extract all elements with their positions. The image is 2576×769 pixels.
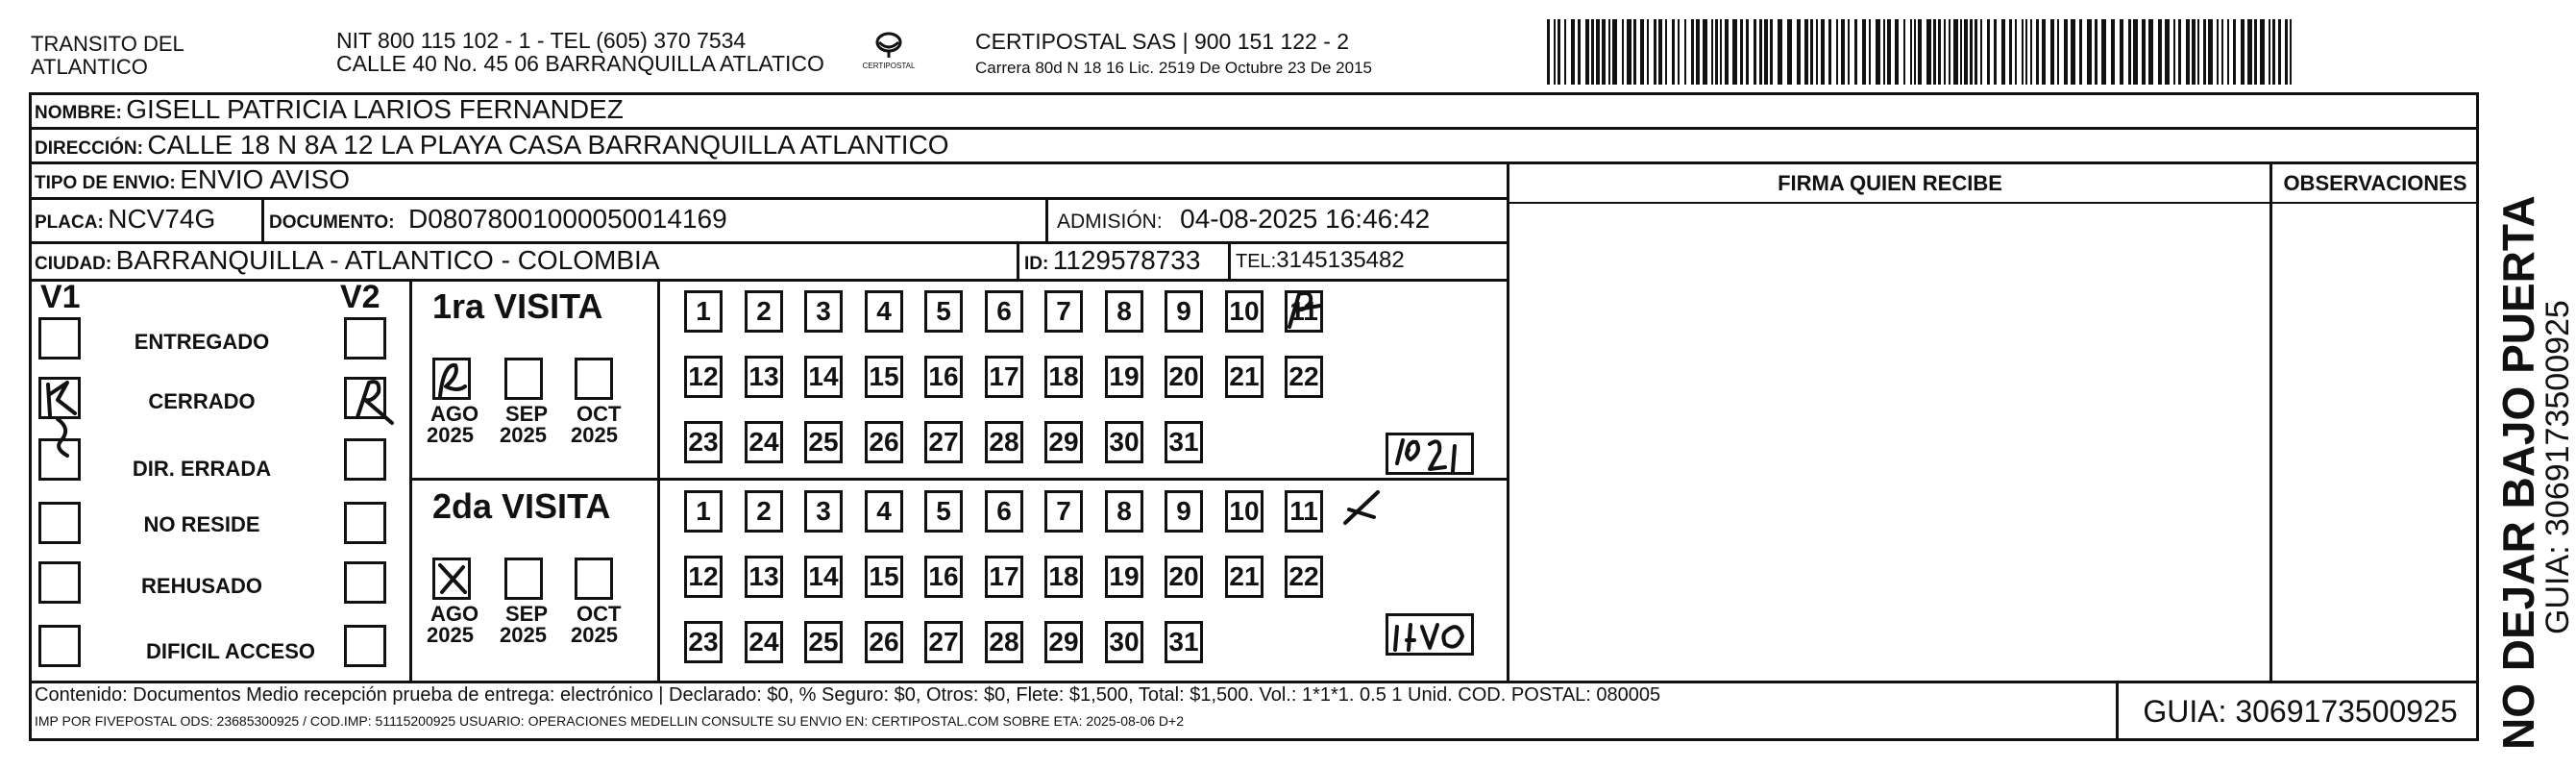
v2-day-5-box[interactable]: 5: [924, 490, 963, 533]
direccion-row: [35, 130, 949, 161]
barcode-bar: [1696, 19, 1700, 85]
barcode-bar: [1778, 19, 1782, 85]
barcode: [1547, 19, 2296, 85]
barcode-bar: [2148, 19, 2153, 85]
tipo-envio-row: [35, 164, 350, 195]
v1-entregado-checkbox[interactable]: [38, 317, 81, 360]
observaciones-header: OBSERVACIONES: [2283, 171, 2467, 195]
v1-day-15-box[interactable]: 15: [865, 356, 903, 398]
barcode-bar: [2087, 19, 2092, 85]
v1-day-29-box[interactable]: 29: [1044, 421, 1083, 463]
v1-day-6-box[interactable]: 6: [985, 290, 1023, 333]
barcode-bar: [2173, 19, 2175, 85]
v1-month-ago: AGO: [430, 402, 479, 426]
v1-day-13-box[interactable]: 13: [745, 356, 783, 398]
option-cerrado: CERRADO: [148, 389, 256, 413]
nit-line-1: NIT 800 115 102 - 1 - TEL (605) 370 7534: [336, 28, 747, 53]
admision-cell: [1057, 204, 1430, 235]
v1-day-20-box[interactable]: 20: [1165, 356, 1203, 398]
v2-month-sep-checkbox[interactable]: [504, 558, 543, 600]
side-rotated-block: [2493, 58, 2576, 750]
nombre-value: GISELL PATRICIA LARIOS FERNANDEZ: [126, 94, 624, 124]
barcode-bar: [1564, 19, 1566, 85]
v2-day-9-box[interactable]: 9: [1165, 490, 1203, 533]
v2-day-23-box[interactable]: 23: [684, 621, 723, 663]
barcode-bar: [2203, 19, 2206, 85]
v1-day-8-box[interactable]: 8: [1105, 290, 1143, 333]
barcode-bar: [1953, 19, 1958, 85]
second-visit-title: 2da VISITA: [432, 486, 611, 526]
barcode-bar: [2186, 19, 2190, 85]
barcode-bar: [1678, 19, 1680, 85]
v1-day-3-box[interactable]: 3: [804, 290, 843, 333]
barcode-bar: [1816, 19, 1818, 85]
v2-day-18-box[interactable]: 18: [1044, 556, 1083, 598]
tel-cell: [1236, 247, 1405, 274]
nombre-row: [35, 94, 624, 125]
footer-imp: IMP POR FIVEPOSTAL ODS: 23685300925 / COD.IMP: 51115200925 USUARIO: OPERACIONES MEDELLIN CONSULTE SU ENVIO EN: CERTIPOSTAL.COM SOBRE ETA: 2025-08-06 D+2: [35, 713, 1185, 729]
signature-area[interactable]: [1510, 206, 2269, 679]
barcode-bar: [1926, 19, 1931, 85]
barcode-bar: [2101, 19, 2106, 85]
barcode-bar: [1964, 19, 1968, 85]
barcode-bar: [2022, 19, 2024, 85]
v2-dificil-acceso-checkbox[interactable]: [344, 625, 386, 667]
barcode-bar: [2233, 19, 2236, 85]
v2-month-oct: OCT: [577, 602, 622, 626]
barcode-bar: [1869, 19, 1871, 85]
barcode-bar: [1938, 19, 1941, 85]
v1-cerrado-mark-icon: [29, 365, 115, 471]
barcode-bar: [1578, 19, 1581, 85]
v2-day-29-box[interactable]: 29: [1044, 621, 1083, 663]
barcode-bar: [1633, 19, 1636, 85]
barcode-bar: [1797, 19, 1801, 85]
v2-year-oct: 2025: [571, 623, 618, 647]
barcode-bar: [2217, 19, 2219, 85]
option-entregado: ENTREGADO: [134, 330, 270, 354]
barcode-bar: [1914, 19, 1916, 85]
v2-entregado-checkbox[interactable]: [344, 317, 386, 360]
barcode-bar: [1759, 19, 1762, 85]
id-value: 1129578733: [1052, 245, 1201, 275]
barcode-bar: [1810, 19, 1813, 85]
footer-guia: GUIA: 3069173500925: [2143, 694, 2458, 729]
barcode-bar: [1770, 19, 1773, 85]
barcode-bar: [1654, 19, 1656, 85]
barcode-bar: [1960, 19, 1962, 85]
tipo-envio-label: TIPO DE ENVIO:: [35, 173, 176, 193]
barcode-bar: [2285, 19, 2288, 85]
v2-month-ago: AGO: [430, 602, 479, 626]
v1-year-sep: 2025: [500, 423, 547, 447]
barcode-bar: [2158, 19, 2162, 85]
barcode-bar: [2009, 19, 2012, 85]
barcode-bar: [1640, 19, 1644, 85]
barcode-bar: [1854, 19, 1857, 85]
v2-day-28-box[interactable]: 28: [985, 621, 1023, 663]
barcode-bar: [1848, 19, 1850, 85]
barcode-bar: [2095, 19, 2098, 85]
v2-day-19-box[interactable]: 19: [1105, 556, 1143, 598]
ciudad-value: BARRANQUILLA - ATLANTICO - COLOMBIA: [115, 245, 660, 275]
barcode-bar: [1910, 19, 1912, 85]
v2-day-17-box[interactable]: 17: [985, 556, 1023, 598]
direccion-label: DIRECCIÓN:: [35, 138, 143, 159]
barcode-bar: [1547, 19, 1550, 85]
barcode-bar: [2042, 19, 2046, 85]
side-guia: GUIA: 3069173500925: [2539, 300, 2576, 634]
barcode-bar: [2120, 19, 2123, 85]
option-rehusado: REHUSADO: [141, 574, 262, 598]
v1-time-handwriting-icon: [1387, 427, 1474, 479]
barcode-bar: [1627, 19, 1631, 85]
barcode-bar: [1980, 19, 1982, 85]
v2-day-13-box[interactable]: 13: [745, 556, 783, 598]
barcode-bar: [1608, 19, 1610, 85]
direccion-value: CALLE 18 N 8A 12 LA PLAYA CASA BARRANQUILLA ATLANTICO: [147, 130, 949, 160]
barcode-bar: [1746, 19, 1749, 85]
barcode-bar: [2142, 19, 2146, 85]
v1-day-22-box[interactable]: 22: [1285, 356, 1323, 398]
barcode-bar: [1554, 19, 1556, 85]
barcode-bar: [1828, 19, 1831, 85]
barcode-bar: [1994, 19, 1997, 85]
admision-value: 04-08-2025 16:46:42: [1180, 204, 1431, 234]
v1-year-oct: 2025: [571, 423, 618, 447]
id-label: ID:: [1024, 254, 1049, 274]
barcode-bar: [2064, 19, 2068, 85]
barcode-bar: [2079, 19, 2082, 85]
option-no-reside: NO RESIDE: [143, 512, 260, 536]
placa-cell: [35, 204, 215, 235]
v1-rehusado-checkbox[interactable]: [38, 561, 81, 604]
barcode-bar: [1804, 19, 1808, 85]
nombre-label: NOMBRE:: [35, 103, 122, 123]
option-dificil-acceso: DIFICIL ACCESO: [145, 639, 315, 663]
barcode-bar: [1895, 19, 1899, 85]
first-visit-title: 1ra VISITA: [432, 286, 603, 326]
nit-line-2: CALLE 40 No. 45 06 BARRANQUILLA ATLATICO: [336, 51, 824, 76]
documento-value: D08078001000050014169: [408, 204, 727, 234]
v1-day-18-box[interactable]: 18: [1044, 356, 1083, 398]
v1-day-1-box[interactable]: 1: [684, 290, 723, 333]
barcode-bar: [2057, 19, 2059, 85]
footer-contenido: Contenido: Documentos Medio recepción prueba de entrega: electrónico | Declarado: $0, % Seguro: $0, Otros: $0, Flete: $1,500, Total: $1,500. Vol.: 1*1*1. 0.5 1 Unid. COD. POSTAL: 080005: [35, 684, 1661, 706]
barcode-bar: [1715, 19, 1718, 85]
v1-month-ago-mark-icon: [429, 358, 477, 406]
v1-header: V1: [40, 279, 81, 315]
barcode-bar: [2133, 19, 2138, 85]
documento-cell: [269, 204, 727, 235]
barcode-bar: [1740, 19, 1743, 85]
barcode-bar: [1725, 19, 1729, 85]
v2-day-10-mark-icon: [1336, 484, 1391, 534]
v1-month-sep-checkbox[interactable]: [504, 358, 543, 400]
barcode-bar: [1585, 19, 1589, 85]
barcode-bar: [2272, 19, 2275, 85]
v1-dificil-acceso-checkbox[interactable]: [38, 625, 81, 667]
barcode-bar: [2192, 19, 2196, 85]
barcode-bar: [2050, 19, 2054, 85]
barcode-bar: [2269, 19, 2270, 85]
v2-month-ago-mark-icon: [430, 556, 475, 600]
barcode-bar: [1591, 19, 1594, 85]
barcode-bar: [1970, 19, 1973, 85]
v2-header: V2: [340, 279, 380, 315]
side-warning: NO DEJAR BAJO PUERTA: [2493, 195, 2543, 750]
v1-month-oct-checkbox[interactable]: [575, 358, 613, 400]
v2-day-21-box[interactable]: 21: [1225, 556, 1263, 598]
barcode-bar: [1876, 19, 1880, 85]
option-dir-errada: DIR. ERRADA: [132, 457, 272, 481]
barcode-bar: [1883, 19, 1885, 85]
barcode-bar: [1684, 19, 1686, 85]
observations-area[interactable]: [2273, 206, 2477, 679]
v2-day-24-box[interactable]: 24: [745, 621, 783, 663]
ciudad-label: CIUDAD:: [35, 254, 112, 274]
v2-day-3-box[interactable]: 3: [804, 490, 843, 533]
barcode-bar: [1711, 19, 1713, 85]
barcode-bar: [1933, 19, 1936, 85]
v1-day-27-box[interactable]: 27: [924, 421, 963, 463]
barcode-bar: [1732, 19, 1737, 85]
v2-day-11-box[interactable]: 11: [1285, 490, 1323, 533]
barcode-bar: [2015, 19, 2017, 85]
tel-value: 3145135482: [1276, 247, 1405, 273]
id-cell: [1024, 245, 1200, 276]
v2-day-14-box[interactable]: 14: [804, 556, 843, 598]
v1-day-12-box[interactable]: 12: [684, 356, 723, 398]
v1-day-9-mark-icon: [1276, 285, 1332, 335]
barcode-bar: [2001, 19, 2005, 85]
barcode-bar: [1949, 19, 1950, 85]
v1-year-ago: 2025: [427, 423, 474, 447]
barcode-bar: [2254, 19, 2257, 85]
placa-value: NCV74G: [108, 204, 216, 234]
org-name: [31, 33, 184, 79]
barcode-bar: [2290, 19, 2292, 85]
v1-day-19-box[interactable]: 19: [1105, 356, 1143, 398]
barcode-bar: [2278, 19, 2281, 85]
courier-line-2: Carrera 80d N 18 16 Lic. 2519 De Octubre 23 De 2015: [975, 59, 1372, 77]
v1-day-26-box[interactable]: 26: [865, 421, 903, 463]
certipostal-logo: [860, 29, 918, 77]
barcode-bar: [1975, 19, 1977, 85]
v2-day-10-box[interactable]: 10: [1225, 490, 1263, 533]
v2-day-22-box[interactable]: 22: [1285, 556, 1323, 598]
barcode-bar: [1821, 19, 1825, 85]
v2-no-reside-checkbox[interactable]: [344, 502, 386, 544]
barcode-bar: [1887, 19, 1891, 85]
v2-day-27-box[interactable]: 27: [924, 621, 963, 663]
v2-day-15-box[interactable]: 15: [865, 556, 903, 598]
v2-dir-errada-checkbox[interactable]: [344, 438, 386, 481]
v2-day-30-box[interactable]: 30: [1105, 621, 1143, 663]
v2-day-31-box[interactable]: 31: [1165, 621, 1203, 663]
v2-year-sep: 2025: [500, 623, 547, 647]
v1-day-24-box[interactable]: 24: [745, 421, 783, 463]
v1-day-11-box[interactable]: 11: [1285, 290, 1323, 333]
barcode-bar: [1787, 19, 1792, 85]
barcode-bar: [2208, 19, 2213, 85]
barcode-bar: [1691, 19, 1694, 85]
v1-day-23-box[interactable]: 23: [684, 421, 723, 463]
v1-day-25-box[interactable]: 25: [804, 421, 843, 463]
barcode-bar: [2241, 19, 2245, 85]
tipo-envio-value: ENVIO AVISO: [180, 164, 351, 194]
barcode-bar: [2221, 19, 2223, 85]
org-line-2: ATLANTICO: [31, 55, 148, 79]
v2-cerrado-mark-icon: [336, 369, 404, 436]
barcode-bar: [1862, 19, 1866, 85]
placa-label: PLACA:: [35, 212, 104, 233]
org-line-1: TRANSITO DEL: [31, 32, 184, 56]
v1-day-21-box[interactable]: 21: [1225, 356, 1263, 398]
courier-line-1: CERTIPOSTAL SAS | 900 151 122 - 2: [975, 29, 1350, 54]
barcode-bar: [2197, 19, 2199, 85]
v1-day-17-box[interactable]: 17: [985, 356, 1023, 398]
barcode-bar: [1612, 19, 1617, 85]
barcode-bar: [1571, 19, 1575, 85]
v1-day-31-box[interactable]: 31: [1165, 421, 1203, 463]
v2-day-4-box[interactable]: 4: [865, 490, 903, 533]
v2-day-20-box[interactable]: 20: [1165, 556, 1203, 598]
documento-label: DOCUMENTO:: [269, 212, 395, 233]
barcode-bar: [1672, 19, 1675, 85]
firma-header: FIRMA QUIEN RECIBE: [1778, 171, 2002, 195]
v1-day-28-box[interactable]: 28: [985, 421, 1023, 463]
barcode-bar: [2165, 19, 2170, 85]
barcode-bar: [1658, 19, 1662, 85]
barcode-bar: [1720, 19, 1722, 85]
barcode-bar: [1647, 19, 1649, 85]
barcode-bar: [1764, 19, 1768, 85]
barcode-bar: [1622, 19, 1624, 85]
barcode-bar: [1841, 19, 1845, 85]
barcode-bar: [1596, 19, 1600, 85]
v2-year-ago: 2025: [427, 623, 474, 647]
barcode-bar: [2025, 19, 2027, 85]
v1-day-2-box[interactable]: 2: [745, 290, 783, 333]
barcode-bar: [1754, 19, 1756, 85]
barcode-bar: [1703, 19, 1707, 85]
v1-day-4-box[interactable]: 4: [865, 290, 903, 333]
barcode-bar: [2036, 19, 2039, 85]
v1-day-10-box[interactable]: 10: [1225, 290, 1263, 333]
barcode-bar: [2227, 19, 2229, 85]
v2-day-25-box[interactable]: 25: [804, 621, 843, 663]
barcode-bar: [1944, 19, 1946, 85]
barcode-bar: [2128, 19, 2131, 85]
v1-day-14-box[interactable]: 14: [804, 356, 843, 398]
barcode-bar: [2260, 19, 2265, 85]
org-nit-block: [336, 29, 824, 75]
barcode-bar: [2030, 19, 2032, 85]
v1-month-oct: OCT: [577, 402, 622, 426]
v2-rehusado-checkbox[interactable]: [344, 561, 386, 604]
admision-label: ADMISIÓN:: [1057, 211, 1163, 233]
v1-day-30-box[interactable]: 30: [1105, 421, 1143, 463]
ciudad-cell: [35, 245, 660, 276]
v2-day-2-box[interactable]: 2: [745, 490, 783, 533]
v2-time-handwriting-icon: [1387, 608, 1474, 659]
barcode-bar: [2111, 19, 2115, 85]
barcode-bar: [2247, 19, 2252, 85]
barcode-bar: [1602, 19, 1606, 85]
courier-block: [975, 29, 1372, 78]
v1-no-reside-checkbox[interactable]: [38, 502, 81, 544]
v1-day-16-box[interactable]: 16: [924, 356, 963, 398]
logo-text: CERTIPOSTAL: [862, 62, 916, 70]
v1-day-9-box[interactable]: 9: [1165, 290, 1203, 333]
tel-label: TEL:: [1236, 251, 1277, 272]
v2-day-7-box[interactable]: 7: [1044, 490, 1083, 533]
barcode-bar: [1987, 19, 1990, 85]
barcode-bar: [1558, 19, 1560, 85]
barcode-bar: [1918, 19, 1922, 85]
v1-day-7-box[interactable]: 7: [1044, 290, 1083, 333]
v2-month-sep: SEP: [505, 602, 549, 626]
barcode-bar: [2178, 19, 2181, 85]
barcode-bar: [1903, 19, 1905, 85]
v2-day-16-box[interactable]: 16: [924, 556, 963, 598]
barcode-bar: [1836, 19, 1838, 85]
v2-day-8-box[interactable]: 8: [1105, 490, 1143, 533]
v2-day-12-box[interactable]: 12: [684, 556, 723, 598]
v1-day-5-box[interactable]: 5: [924, 290, 963, 333]
v2-day-26-box[interactable]: 26: [865, 621, 903, 663]
v1-month-sep: SEP: [505, 402, 549, 426]
barcode-bar: [1665, 19, 1667, 85]
v2-month-oct-checkbox[interactable]: [575, 558, 613, 600]
barcode-bar: [2071, 19, 2075, 85]
v2-day-1-box[interactable]: 1: [684, 490, 723, 533]
v2-day-6-box[interactable]: 6: [985, 490, 1023, 533]
